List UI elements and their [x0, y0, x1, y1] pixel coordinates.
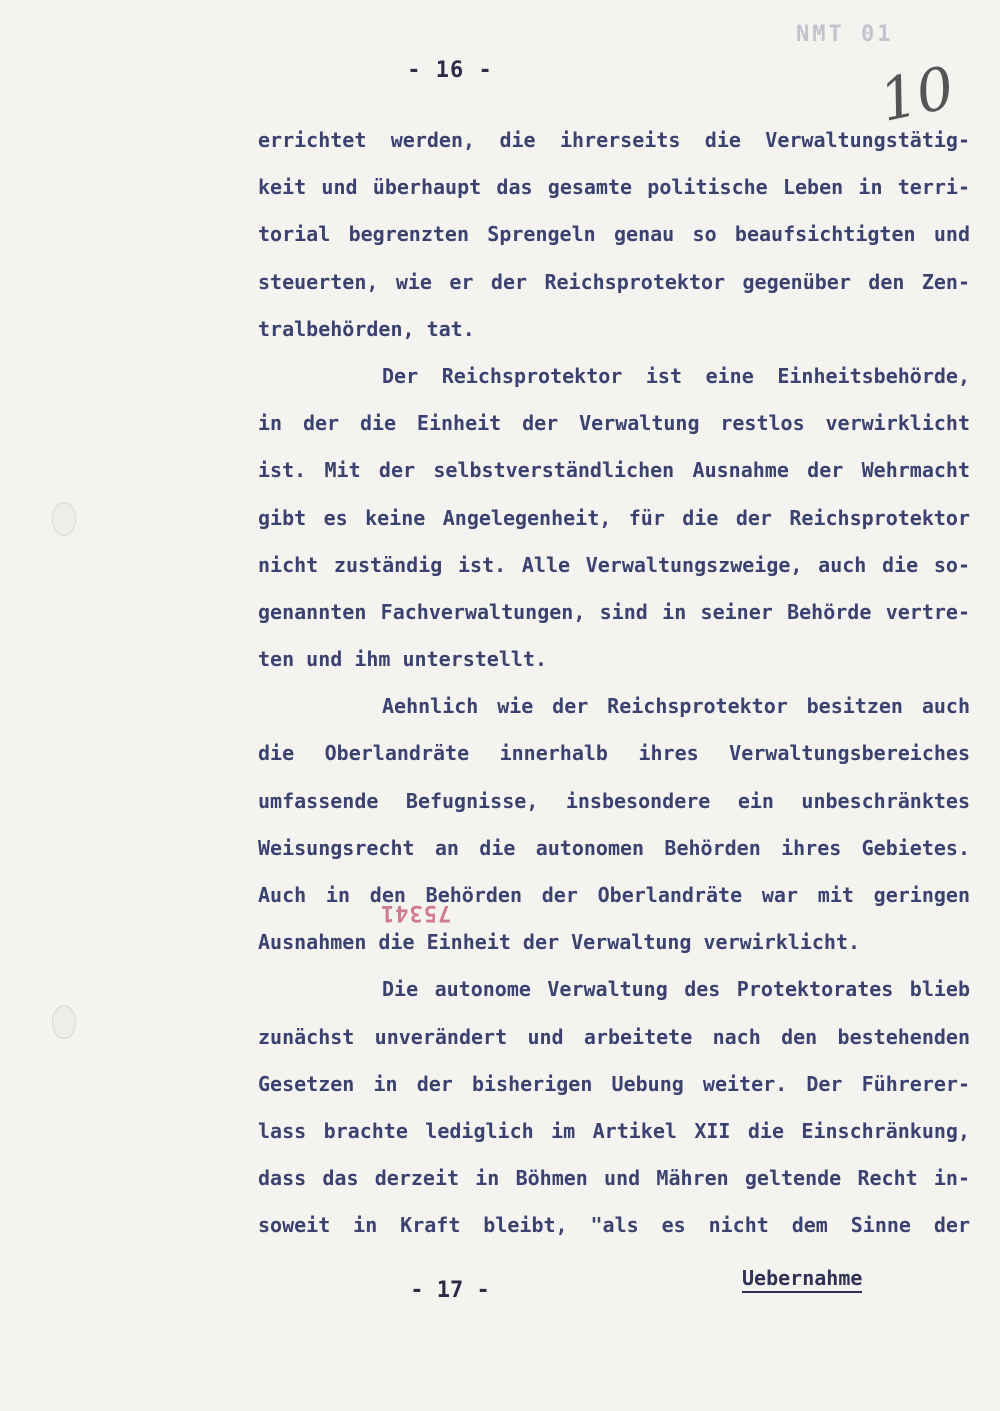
text-line: ist. Mit der selbstverständlichen Ausnahme der Wehrmacht: [258, 458, 970, 483]
text-line: die Oberlandräte innerhalb ihres Verwaltungsbereiches: [258, 741, 970, 766]
text-line: nicht zuständig ist. Alle Verwaltungszweige, auch die so-: [258, 552, 970, 577]
text-line: steuerten, wie er der Reichsprotektor gegenüber den Zen-: [258, 269, 970, 294]
folio-number: 10: [873, 53, 961, 135]
text-line: zunächst unverändert und arbeitete nach den bestehenden: [258, 1024, 970, 1049]
text-line: genannten Fachverwaltungen, sind in seiner Behörde vertre-: [258, 599, 970, 624]
page-number: - 16 -: [407, 58, 493, 83]
text-line: tralbehörden, tat.: [258, 316, 475, 341]
text-line: Aehnlich wie der Reichsprotektor besitzen auch: [382, 694, 970, 719]
text-line: umfassende Befugnisse, insbesondere ein unbeschränktes: [258, 788, 970, 813]
body-text: [258, 117, 970, 1250]
text-line: ten und ihm unterstellt.: [258, 647, 547, 672]
text-line: gibt es keine Angelegenheit, für die der Reichsprotektor: [258, 505, 970, 530]
text-line: soweit in Kraft bleibt, "als es nicht dem Sinne der: [258, 1213, 970, 1238]
text-line: keit und überhaupt das gesamte politische Leben in terri-: [258, 175, 970, 200]
text-line: Weisungsrecht an die autonomen Behörden ihres Gebietes.: [258, 835, 970, 860]
next-page-number: - 17 -: [410, 1278, 490, 1303]
punch-hole-icon: [52, 1005, 76, 1039]
text-line: in der die Einheit der Verwaltung restlos verwirklicht: [258, 411, 970, 436]
text-line: dass das derzeit in Böhmen und Mähren geltende Recht in-: [258, 1166, 970, 1191]
text-line: Ausnahmen die Einheit der Verwaltung verwirklicht.: [258, 930, 861, 955]
punch-hole-icon: [52, 502, 76, 536]
archive-stamp: NMT 01: [796, 22, 894, 47]
catchword: Uebernahme: [742, 1266, 862, 1293]
text-line: Gesetzen in der bisherigen Uebung weiter. Der Führerer-: [258, 1071, 970, 1096]
text-line: torial begrenzten Sprengeln genau so beaufsichtigten und: [258, 222, 970, 247]
text-line: errichtet werden, die ihrerseits die Verwaltungstätig-: [258, 128, 970, 152]
red-stamp-number: 75341: [380, 900, 452, 925]
text-line: Die autonome Verwaltung des Protektorates blieb: [382, 977, 970, 1002]
text-line: Der Reichsprotektor ist eine Einheitsbehörde,: [382, 363, 970, 388]
text-line: lass brachte lediglich im Artikel XII die Einschränkung,: [258, 1118, 970, 1143]
text-line: Auch in den Behörden der Oberlandräte war mit geringen: [258, 883, 970, 907]
